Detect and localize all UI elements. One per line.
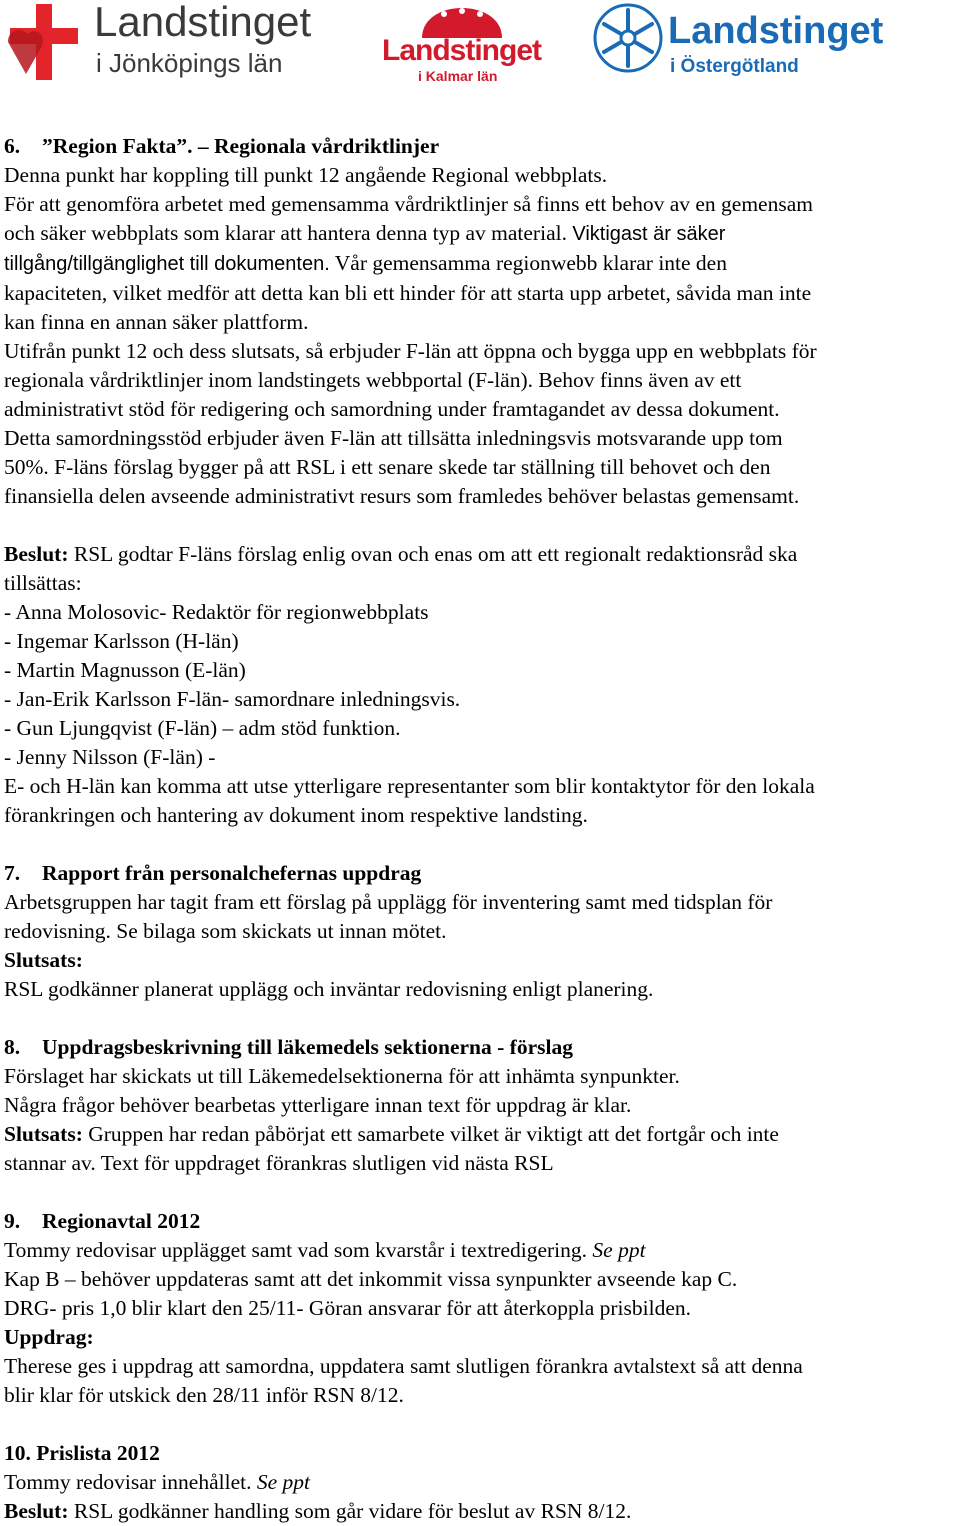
uppdrag-label: Uppdrag: (4, 1325, 94, 1349)
paragraph-line: förankringen och hantering av dokument inom respektive landsting. (4, 803, 588, 827)
paragraph-line (4, 219, 956, 249)
paragraph-line: regionala vårdriktlinjer inom landstingets webbportal (F-län). Behov finns även av ett (4, 368, 742, 392)
spacer (4, 1004, 956, 1033)
paragraph-line: Denna punkt har koppling till punkt 12 angående Regional webbplats. (4, 163, 608, 187)
section-8-number: 8. (4, 1035, 21, 1059)
section-6-title: ”Region Fakta”. – Regionala vårdriktlinjer (42, 134, 440, 158)
text-run: tillgång/tillgänglighet till dokumenten. (4, 253, 330, 275)
list-item: - Gun Ljungqvist (F-län) – adm stöd funktion. (4, 716, 401, 740)
logo-ostergotland (592, 2, 884, 79)
red-cross-heart-icon (2, 2, 86, 82)
section-6-heading (4, 132, 956, 161)
paragraph-line: redovisning. Se bilaga som skickats ut innan mötet. (4, 919, 447, 943)
beslut-label: Beslut: (4, 542, 69, 566)
text-run: Tommy redovisar innehållet. (4, 1470, 257, 1494)
section-8-title: Uppdragsbeskrivning till läkemedels sektionerna - förslag (42, 1035, 573, 1059)
paragraph-line: RSL godkänner planerat upplägg och inväntar redovisning enligt planering. (4, 977, 654, 1001)
logo-jonkoping (2, 0, 312, 87)
header-logos (0, 0, 960, 110)
paragraph-line: Arbetsgruppen har tagit fram ett förslag på upplägg för inventering samt med tidsplan för (4, 890, 773, 914)
logo-ostergotland-name: Landstinget (668, 10, 884, 52)
list-item: - Ingemar Karlsson (H-län) (4, 629, 239, 653)
text-run: och säker webbplats som klarar att hantera denna typ av material. (4, 221, 573, 245)
text-run: RSL godkänner handling som går vidare för beslut av RSN 8/12. (68, 1499, 632, 1523)
paragraph-line: kapaciteten, vilket medför att detta kan bli ett hinder för att starta upp arbetet, såvida man inte (4, 281, 812, 305)
spacer (4, 511, 956, 540)
text-run: Tommy redovisar upplägget samt vad som kvarstår i textredigering. (4, 1238, 593, 1262)
section-7-title: Rapport från personalchefernas uppdrag (42, 861, 422, 885)
text-run: Vår gemensamma regionwebb klarar inte den (329, 251, 727, 275)
list-item: - Jenny Nilsson (F-län) - (4, 745, 216, 769)
paragraph-line: Kap B – behöver uppdateras samt att det inkommit vissa synpunkter avseende kap C. (4, 1267, 738, 1291)
beslut-label: Beslut: (4, 1499, 69, 1523)
list-item: - Anna Molosovic- Redaktör för regionwebbplats (4, 600, 429, 624)
section-10-heading: 10. Prislista 2012 (4, 1441, 160, 1465)
section-9-title: Regionavtal 2012 (42, 1209, 201, 1233)
paragraph-line: Therese ges i uppdrag att samordna, uppdatera samt slutligen förankra avtalstext så att denna (4, 1354, 803, 1378)
paragraph-line (4, 249, 956, 279)
spacer (4, 1410, 956, 1439)
logo-kalmar-name: Landstinget (382, 34, 541, 67)
paragraph-line: E- och H-län kan komma att utse ytterligare representanter som blir kontaktytor för den lokala (4, 774, 815, 798)
paragraph-line: 50%. F-läns förslag bygger på att RSL i ett senare skede tar ställning till behovet och den (4, 455, 771, 479)
paragraph-line: administrativt stöd för redigering och samordning under framtagandet av dessa dokument. (4, 397, 780, 421)
paragraph-line: kan finna en annan säker plattform. (4, 310, 309, 334)
paragraph-line: finansiella delen avseende administrativt resurs som framledes behöver belastas gemensamt. (4, 484, 800, 508)
logo-jonkoping-name: Landstinget (94, 0, 312, 45)
spacer (4, 830, 956, 859)
slutsats-label: Slutsats: (4, 1122, 83, 1146)
paragraph-line: För att genomföra arbetet med gemensamma vårdriktlinjer så finns ett behov av en gemensam (4, 192, 813, 216)
slutsats-label: Slutsats: (4, 948, 83, 972)
conclusion-line (4, 1120, 956, 1149)
list-item: - Martin Magnusson (E-län) (4, 658, 246, 682)
paragraph-line: Förslaget har skickats ut till Läkemedelsektionerna för att inhämta synpunkter. (4, 1064, 680, 1088)
paragraph-line: Detta samordningsstöd erbjuder även F-län att tillsätta inledningsvis motsvarande upp tom (4, 426, 783, 450)
logo-kalmar-sub: i Kalmar län (418, 68, 498, 84)
snowflake-emblem-icon (592, 2, 664, 74)
text-run: RSL godtar F-läns förslag enlig ovan och enas om att ett regionalt redaktionsråd ska (68, 542, 798, 566)
paragraph-line (4, 1468, 956, 1497)
document-body (4, 132, 956, 1526)
list-item: - Jan-Erik Karlsson F-län- samordnare inledningsvis. (4, 687, 461, 711)
logo-ostergotland-sub: i Östergötland (670, 56, 799, 77)
logo-kalmar (382, 4, 542, 84)
text-run-italic: Se ppt (592, 1238, 646, 1262)
paragraph-line: Några frågor behöver bearbetas ytterligare innan text för uppdrag är klar. (4, 1093, 632, 1117)
section-8-heading (4, 1033, 956, 1062)
paragraph-line: tillsättas: (4, 571, 82, 595)
paragraph-line: stannar av. Text för uppdraget förankras slutligen vid nästa RSL (4, 1151, 554, 1175)
paragraph-line: Utifrån punkt 12 och dess slutsats, så erbjuder F-län att öppna och bygga upp en webbplats för (4, 339, 817, 363)
text-run-italic: Se ppt (256, 1470, 311, 1494)
decision-line (4, 540, 956, 569)
text-run: Gruppen har redan påbörjat ett samarbete vilket är viktigt att det fortgår och inte (82, 1122, 779, 1146)
decision-line (4, 1497, 956, 1526)
paragraph-line: blir klar för utskick den 28/11 inför RSN 8/12. (4, 1383, 404, 1407)
paragraph-line (4, 1236, 956, 1265)
section-7-heading (4, 859, 956, 888)
section-6-number: 6. (4, 134, 21, 158)
logo-jonkoping-sub: i Jönköpings län (96, 48, 283, 78)
paragraph-line: DRG- pris 1,0 blir klart den 25/11- Göran ansvarar för att återkoppla prisbilden. (4, 1296, 692, 1320)
section-9-number: 9. (4, 1209, 21, 1233)
spacer (4, 1178, 956, 1207)
text-run: Viktigast är säker (572, 223, 726, 245)
section-7-number: 7. (4, 861, 21, 885)
section-9-heading (4, 1207, 956, 1236)
